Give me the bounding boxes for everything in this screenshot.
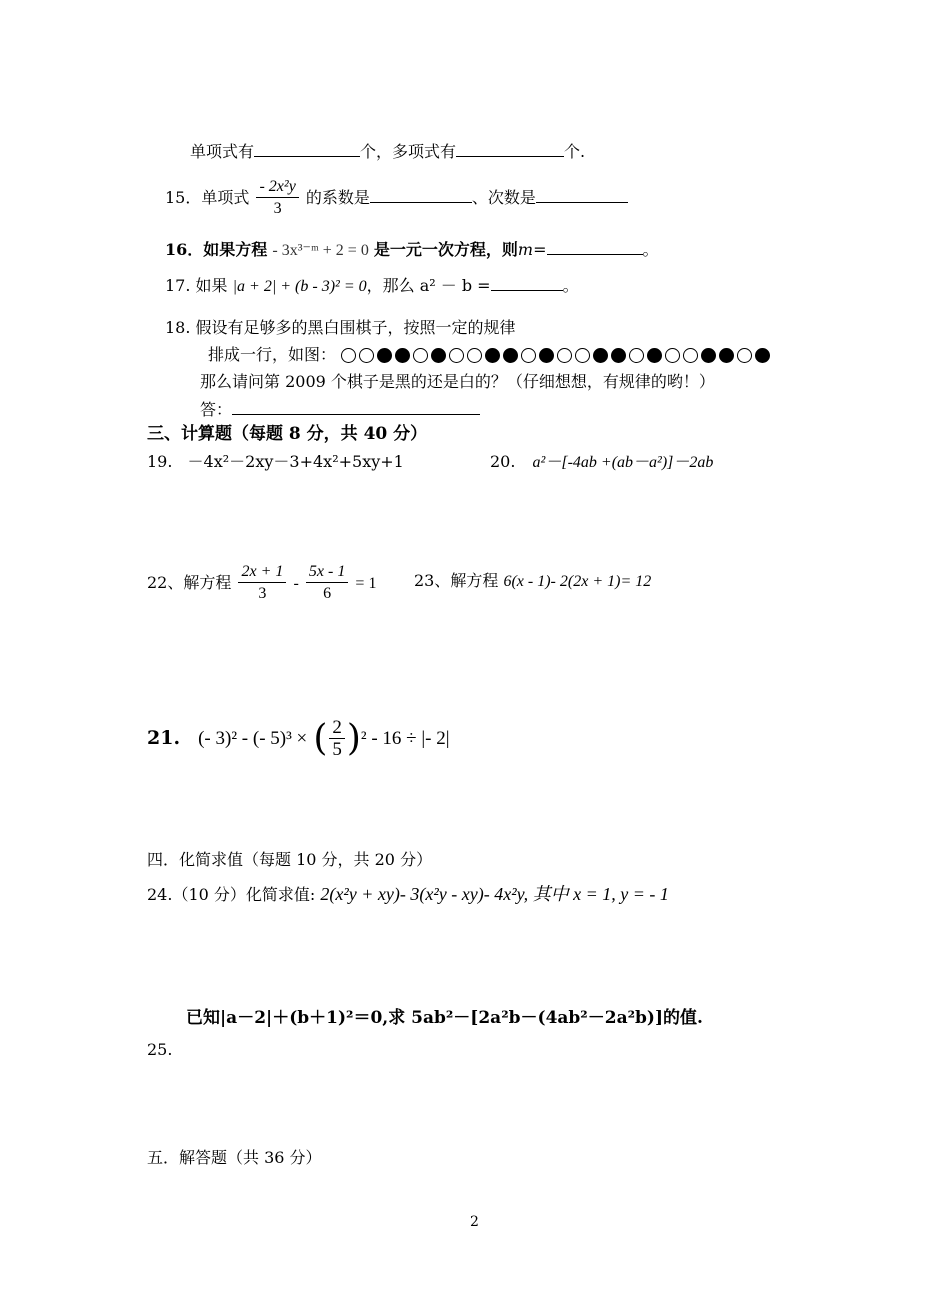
q24-label: 24.（10 分）化简求值: [147, 885, 316, 904]
q22-f2-numerator: 5x - 1 [306, 562, 348, 583]
q18-answer-blank[interactable] [232, 398, 480, 415]
black-stone-icon [377, 348, 392, 363]
q17-end: 。 [562, 276, 579, 295]
q17 [165, 274, 579, 297]
q16-suffix: 是一元一次方程，则 [373, 240, 518, 259]
black-stone-icon [701, 348, 716, 363]
q21-frac-numerator: 2 [329, 718, 345, 739]
q21-paren-close: ) [346, 718, 361, 759]
white-stone-icon [413, 348, 428, 363]
q15-mid: 的系数是 [305, 188, 370, 207]
q22-fraction-2 [306, 562, 348, 605]
q20-expression: a²－[-4ab +(ab－a²)]－2ab [532, 454, 714, 471]
white-stone-icon [629, 348, 644, 363]
q17-mid: ，那么 a² － b = [366, 276, 491, 295]
q21-left: (- 3)² - (- 5)³ × [198, 728, 308, 749]
q22-minus: - [293, 575, 299, 592]
white-stone-icon [359, 348, 374, 363]
black-stone-icon [593, 348, 608, 363]
q18-answer-label: 答： [200, 400, 233, 419]
section-5-heading: 五．解答题（共 36 分） [147, 1148, 322, 1167]
q14-text-a: 单项式有 [190, 142, 255, 161]
black-stone-icon [755, 348, 770, 363]
q22-f1-denominator: 3 [258, 585, 267, 602]
q23-equation: 6(x - 1)- 2(2x + 1)= 12 [503, 573, 652, 590]
go-stones-row [341, 348, 770, 363]
black-stone-icon [719, 348, 734, 363]
q14-text-b: 个，多项式有 [360, 142, 457, 161]
q18-line1: 18. 假设有足够多的黑白围棋子，按照一定的规律 [165, 318, 516, 337]
q16-prefix: 16．如果方程 [165, 240, 268, 259]
q20-label: 20. [490, 452, 516, 471]
q23-label: 23、解方程 [414, 571, 499, 590]
q21-frac-denominator: 5 [332, 738, 342, 760]
black-stone-icon [431, 348, 446, 363]
q18-line2 [208, 345, 770, 365]
q22 [147, 558, 376, 609]
q23 [414, 571, 651, 592]
page-number: 2 [470, 1214, 479, 1230]
q15-label: 15．单项式 [165, 188, 250, 207]
q19 [147, 452, 404, 472]
q21-paren-open: ( [313, 718, 328, 759]
q22-fraction-1 [238, 562, 286, 605]
white-stone-icon [557, 348, 572, 363]
q18-answer [200, 398, 480, 420]
q22-f1-numerator: 2x + 1 [238, 562, 286, 583]
black-stone-icon [485, 348, 500, 363]
q20 [490, 452, 713, 473]
q21-label: 21. [147, 727, 181, 749]
q25-problem-image-text: 已知|a－2|＋(b＋1)²＝0,求 5ab²－[2a²b－(4ab²－2a²b)]的值. [186, 1008, 703, 1028]
white-stone-icon [449, 348, 464, 363]
q16-var: m [517, 240, 534, 259]
q21-fraction [329, 718, 345, 761]
q21 [147, 710, 450, 767]
q19-label: 19. [147, 452, 173, 471]
q19-expression: －4x²－2xy－3+4x²+5xy+1 [187, 452, 404, 471]
q15-denominator: 3 [273, 200, 282, 217]
section-3-heading: 三、计算题（每题 8 分，共 40 分） [147, 424, 428, 444]
q14-blank-1[interactable] [254, 140, 360, 157]
black-stone-icon [611, 348, 626, 363]
q17-prefix: 17. 如果 [165, 276, 228, 295]
q25-label: 25. [147, 1040, 173, 1059]
q18-line2-text: 排成一行，如图： [208, 345, 337, 364]
q15-sep: 、次数是 [471, 188, 536, 207]
q24-expression: 2(x²y + xy)- 3(x²y - xy)- 4x²y, 其中 x = 1, y = - 1 [320, 884, 669, 904]
section-4-heading: 四．化简求值（每题 10 分，共 20 分） [147, 850, 433, 869]
q16-blank[interactable] [547, 238, 643, 255]
q15-fraction [256, 177, 298, 220]
q14-text-c: 个. [564, 142, 586, 161]
q22-label: 22、解方程 [147, 573, 232, 592]
q16 [165, 238, 659, 261]
q14-blank-2[interactable] [456, 140, 564, 157]
q15-numerator: - 2x²y [256, 177, 298, 198]
black-stone-icon [503, 348, 518, 363]
black-stone-icon [539, 348, 554, 363]
white-stone-icon [737, 348, 752, 363]
white-stone-icon [665, 348, 680, 363]
q22-f2-denominator: 6 [323, 585, 332, 602]
q24 [147, 884, 669, 905]
white-stone-icon [467, 348, 482, 363]
q16-equation: - 3x³⁻ᵐ + 2 = 0 [272, 242, 369, 259]
q15 [165, 176, 628, 220]
q16-end: 。 [642, 240, 659, 259]
q15-blank-coef[interactable] [370, 186, 472, 203]
white-stone-icon [683, 348, 698, 363]
q14-continuation [190, 140, 585, 162]
white-stone-icon [521, 348, 536, 363]
black-stone-icon [395, 348, 410, 363]
white-stone-icon [575, 348, 590, 363]
q17-equation: |a + 2| + (b - 3)² = 0 [232, 278, 367, 295]
q17-blank[interactable] [491, 274, 563, 291]
q21-right: ² - 16 ÷ |- 2| [360, 728, 450, 749]
q16-eq: = [533, 240, 547, 259]
q15-blank-degree[interactable] [536, 186, 628, 203]
black-stone-icon [647, 348, 662, 363]
q22-equals: = 1 [355, 575, 377, 592]
q18-line3: 那么请问第 2009 个棋子是黑的还是白的？（仔细想想，有规律的哟！） [200, 372, 715, 391]
white-stone-icon [341, 348, 356, 363]
